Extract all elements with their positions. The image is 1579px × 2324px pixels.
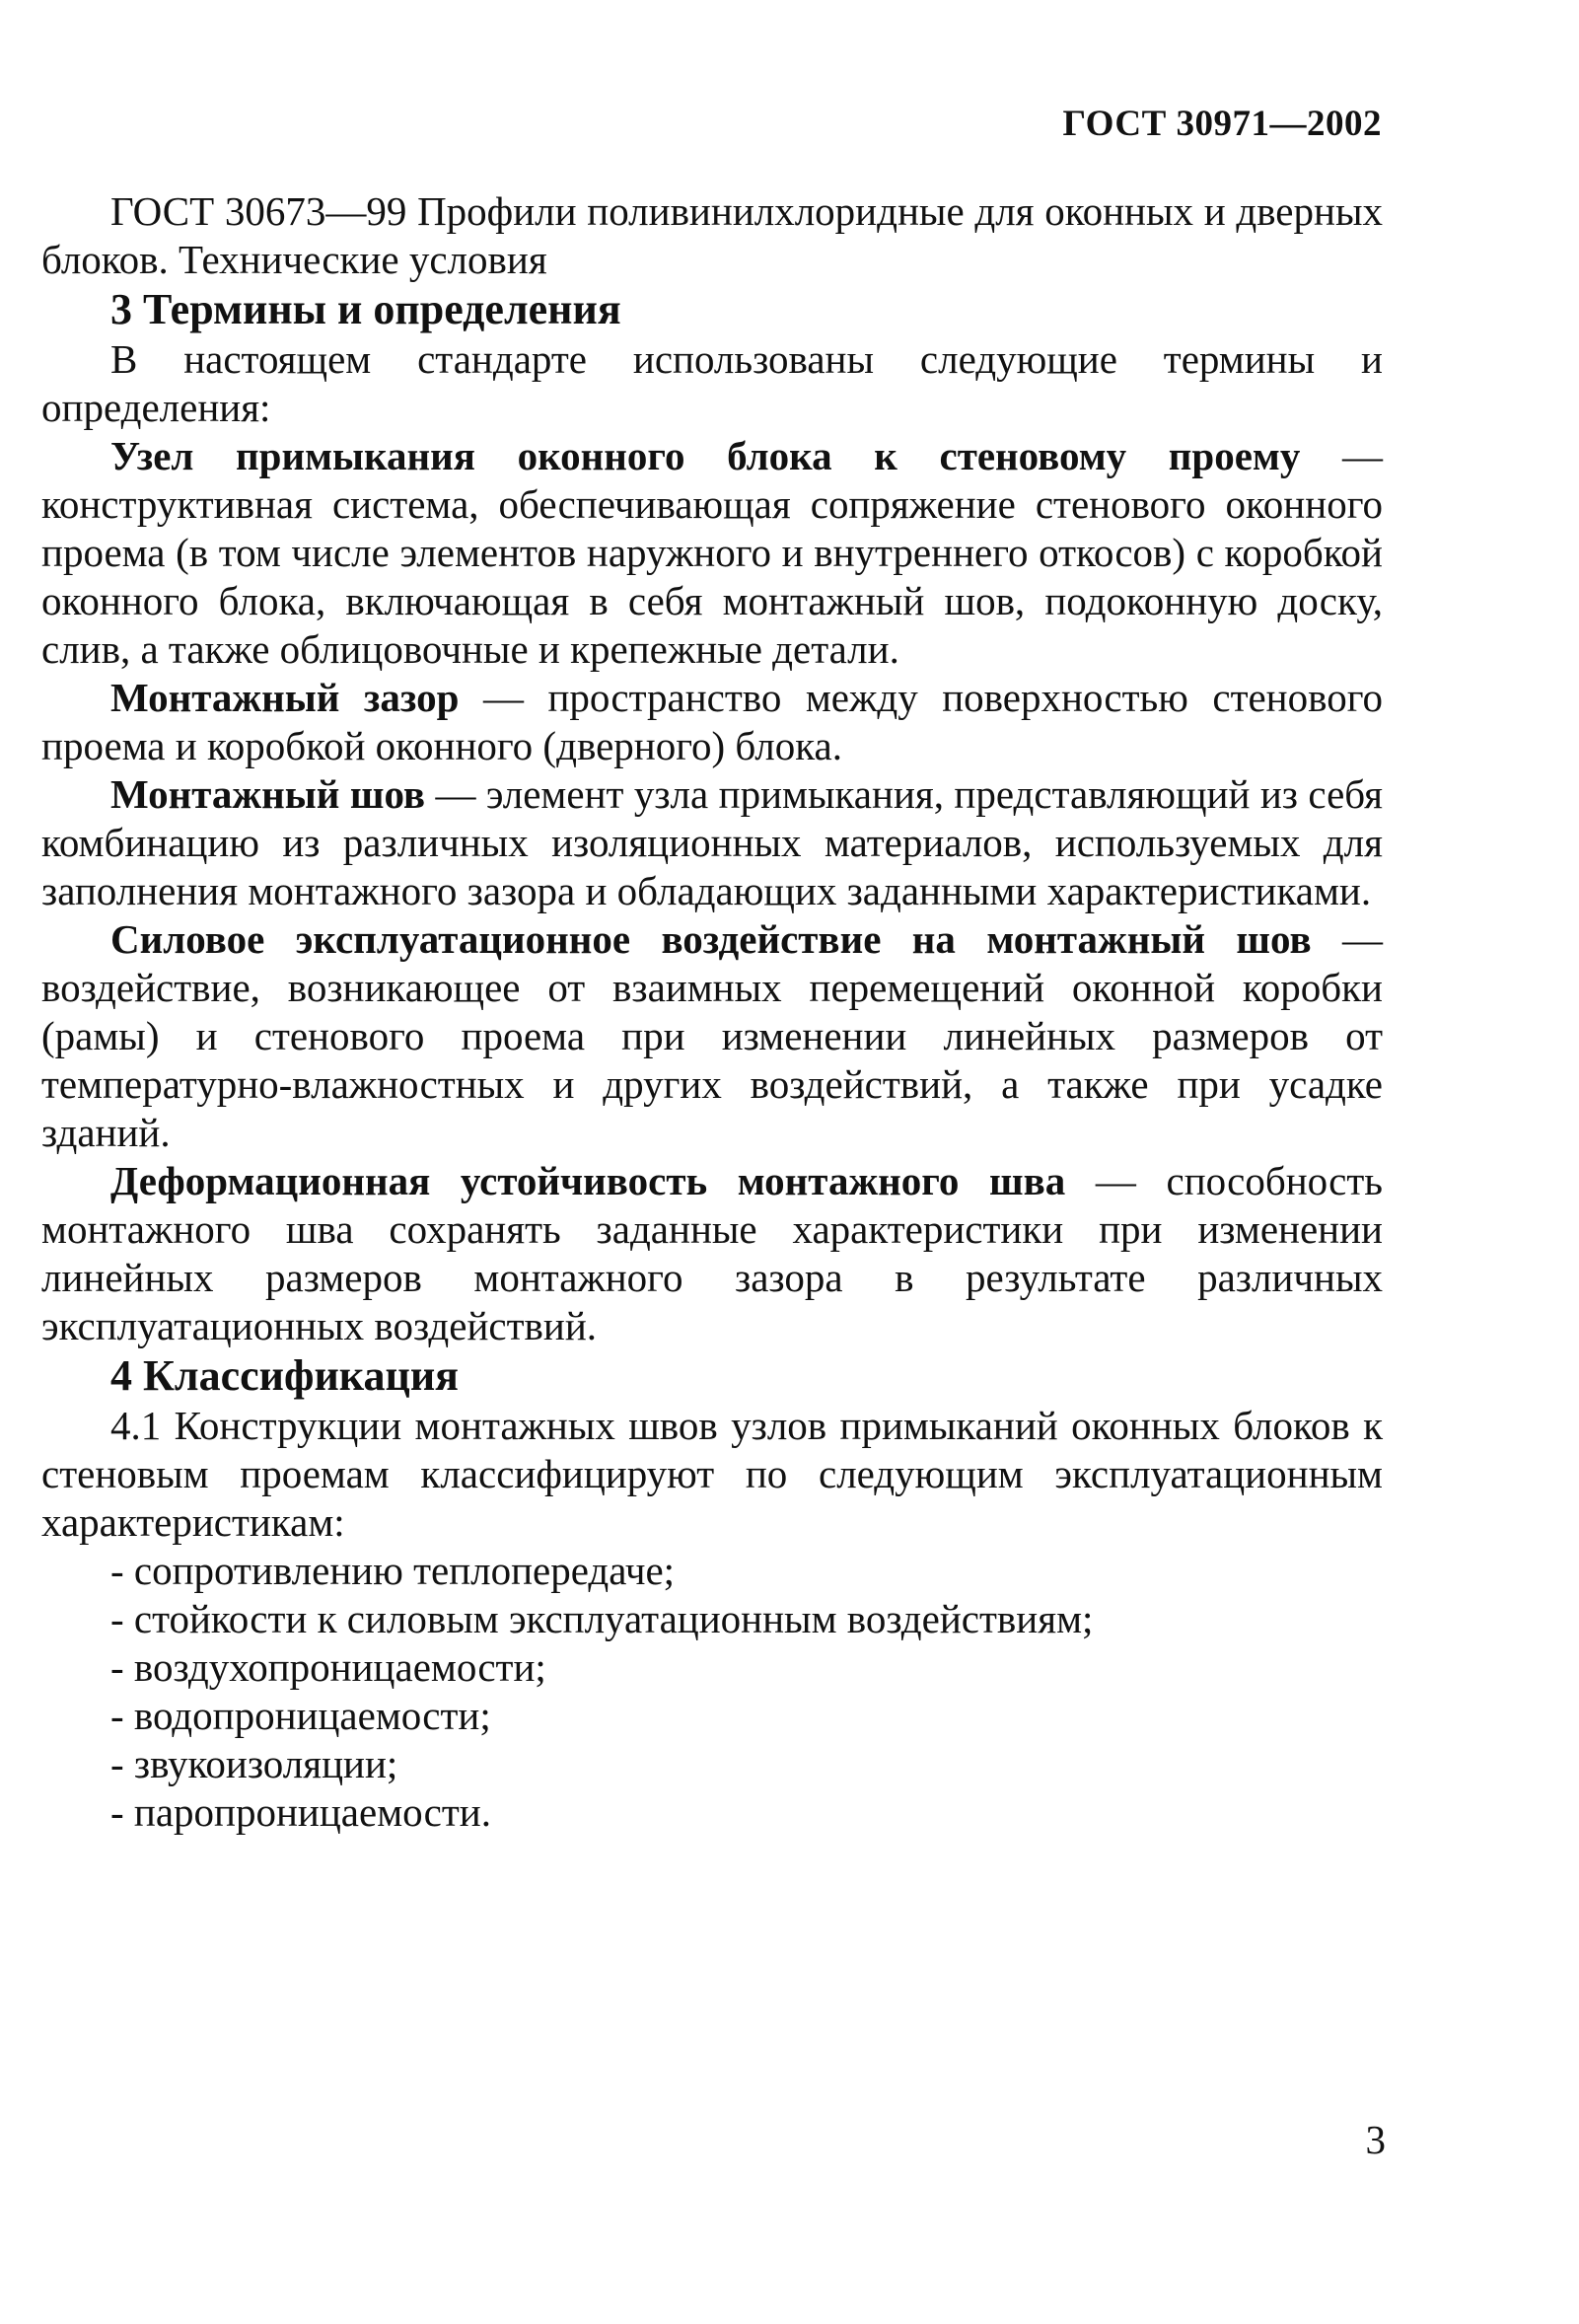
list-item: - паропроницаемости. bbox=[110, 1789, 491, 1835]
normative-reference: ГОСТ 30673—99 Профили поливинилхлоридные для оконных и дверных блоков. Технические условия bbox=[41, 188, 1383, 282]
term-text: — способность монтажного шва сохранять заданные характеристики при изменении линейных размеров монтажного зазора в результате различных эксплуатационных воздействий. bbox=[41, 1158, 1383, 1348]
page-content bbox=[41, 187, 1383, 1837]
term-text: — пространство между поверхностью стенового проема и коробкой оконного (дверного) блока. bbox=[41, 675, 1383, 768]
section-3-title: 3 Термины и определения bbox=[110, 285, 621, 333]
list-item: - сопротивлению теплопередаче; bbox=[110, 1548, 676, 1593]
list-item: - водопроницаемости; bbox=[110, 1693, 491, 1738]
section-3-intro: В настоящем стандарте использованы следующие термины и определения: bbox=[41, 336, 1383, 430]
list-item: - воздухопроницаемости; bbox=[110, 1644, 546, 1690]
term-definition bbox=[41, 1157, 1383, 1350]
characteristics-list bbox=[41, 1547, 1383, 1837]
list-item: - стойкости к силовым эксплуатационным воздействиям; bbox=[110, 1596, 1094, 1641]
term-text: — элемент узла примыкания, представляющий из себя комбинацию из различных изоляционных материалов, используемых для заполнения монтажного зазора и обладающих заданными характеристиками. bbox=[41, 771, 1383, 913]
section-4-paragraph: 4.1 Конструкции монтажных швов узлов примыканий оконных блоков к стеновым проемам классифицируют по следующим эксплуатационным характеристикам: bbox=[41, 1403, 1383, 1545]
term-name: Узел примыкания оконного блока к стеновому проему bbox=[110, 433, 1301, 478]
term-definition bbox=[41, 432, 1383, 674]
list-item: - звукоизоляции; bbox=[110, 1741, 398, 1786]
term-definition bbox=[41, 674, 1383, 770]
document-code-header: ГОСТ 30971—2002 bbox=[1062, 104, 1382, 144]
term-name: Деформационная устойчивость монтажного шва bbox=[110, 1158, 1066, 1203]
term-text: — конструктивная система, обеспечивающая сопряжение стенового оконного проема (в том числе элементов наружного и внутреннего откосов) с коробкой оконного блока, включающая в себя монтажный шов, подоконную доску, слив, а также облицовочные и крепежные детали. bbox=[41, 433, 1383, 672]
section-4-title: 4 Классификация bbox=[110, 1351, 459, 1400]
term-name: Силовое эксплуатационное воздействие на монтажный шов bbox=[110, 916, 1312, 962]
term-definition bbox=[41, 915, 1383, 1157]
term-definition bbox=[41, 770, 1383, 915]
term-name: Монтажный зазор bbox=[110, 675, 460, 720]
page-number: 3 bbox=[1365, 2117, 1386, 2162]
term-text: — воздействие, возникающее от взаимных перемещений оконной коробки (рамы) и стенового проема при изменении линейных размеров от температурно-влажностных и других воздействий, а также при усадке зданий. bbox=[41, 916, 1383, 1155]
term-name: Монтажный шов bbox=[110, 771, 426, 817]
